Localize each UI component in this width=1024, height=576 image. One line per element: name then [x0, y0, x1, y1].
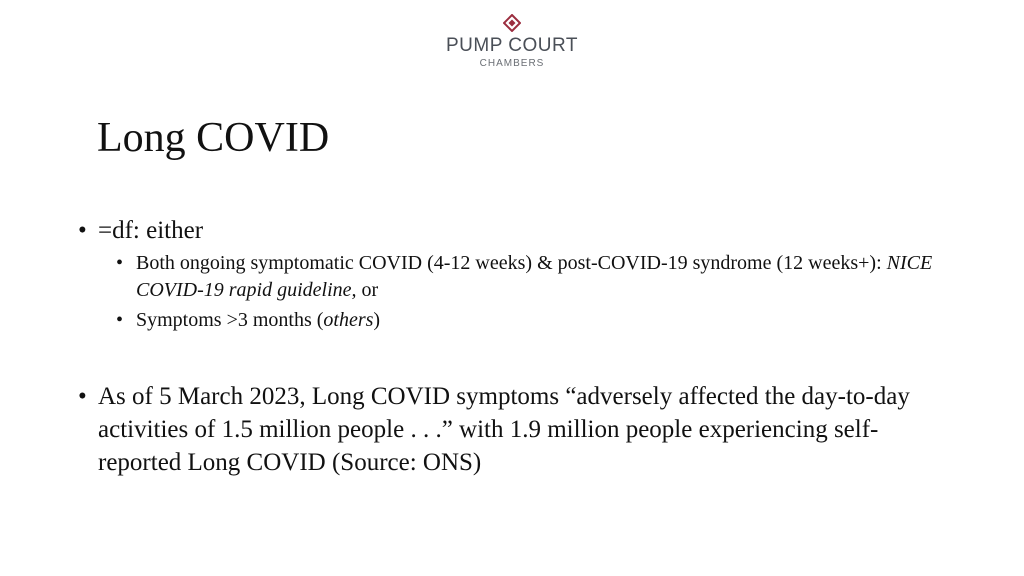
- bullet-text: As of 5 March 2023, Long COVID symptoms “adversely affected the day-to-day activities of 1.5 million people . . .” with 1.9 million people experiencing self-reported Long COVID (Source: ONS): [98, 383, 910, 476]
- logo: [0, 14, 1024, 70]
- sub-bullet-nice: [78, 250, 958, 304]
- sub-bullet-italic: NICE COVID-19 rapid guideline,: [136, 252, 933, 301]
- bullet-text: =df: either: [98, 217, 204, 244]
- sub-bullet-text-after: or: [356, 279, 379, 301]
- bullet-icon: •: [78, 217, 87, 244]
- bullet-ons-statistic: [78, 380, 958, 479]
- slide-title: Long COVID: [97, 115, 330, 161]
- logo-subtitle: CHAMBERS: [479, 58, 545, 69]
- sub-bullet-italic: others: [323, 309, 374, 331]
- bullet-icon: •: [116, 309, 124, 331]
- diamond-logo-icon: [503, 14, 521, 32]
- logo-name: PUMP COURT: [445, 35, 579, 56]
- bullet-definition: [78, 214, 958, 247]
- bullet-icon: •: [116, 252, 124, 274]
- sub-bullet-text-after: ): [373, 309, 381, 331]
- bullet-icon: •: [78, 383, 87, 410]
- sub-bullet-text: Symptoms >3 months (: [136, 309, 324, 331]
- sub-bullet-text: Both ongoing symptomatic COVID (4-12 weeks) & post-COVID-19 syndrome (12 weeks+):: [136, 252, 887, 274]
- slide-body: [78, 214, 958, 479]
- sub-bullet-others: [78, 307, 958, 334]
